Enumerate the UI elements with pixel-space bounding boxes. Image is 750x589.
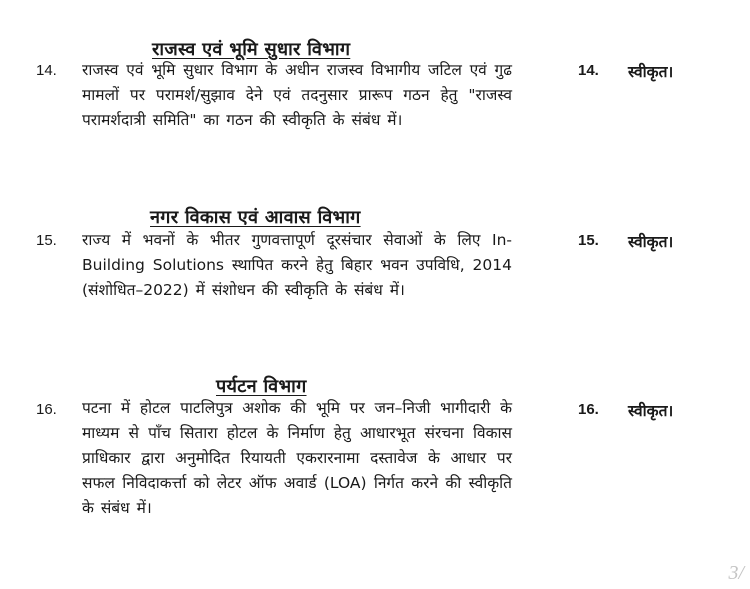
decision-number: 15. [578, 232, 599, 249]
decision-number: 16. [578, 401, 599, 418]
agenda-item-number: 14. [36, 62, 57, 79]
agenda-item-text: राजस्व एवं भूमि सुधार विभाग के अधीन राजस्व विभागीय जटिल एवं गुढ मामलों पर परामर्श/सुझाव देने एवं तदनुसार प्रारूप गठन हेतु "राजस्व परामर्शदात्री समिति" का गठन की स्वीकृति के संबंध में। [82, 61, 512, 129]
decision-status: स्वीकृत। [628, 233, 674, 251]
department-heading-urban-development: नगर विकास एवं आवास विभाग [150, 207, 361, 228]
department-heading-revenue: राजस्व एवं भूमि सुधार विभाग [152, 39, 351, 60]
agenda-item-number: 16. [36, 401, 57, 418]
agenda-item-number: 15. [36, 232, 57, 249]
decision-number: 14. [578, 62, 599, 79]
department-heading-tourism: पर्यटन विभाग [216, 376, 307, 397]
agenda-item-text: पटना में होटल पाटलिपुत्र अशोक की भूमि पर जन–निजी भागीदारी के माध्यम से पाँच सितारा होटल के निर्माण हेतु आधारभूत संरचना विकास प्राधिकार द्वारा अनुमोदित रियायती एकरारनामा दस्तावेज के आधार पर सफल निविदाकर्त्ता को लेटर ऑफ अवार्ड (LOA) निर्गत करने की स्वीकृति के संबंध में। [82, 399, 512, 517]
page-number-mark: 3/ [728, 562, 744, 584]
decision-status: स्वीकृत। [628, 402, 674, 420]
agenda-item-text: राज्य में भवनों के भीतर गुणवत्तापूर्ण दूरसंचार सेवाओं के लिए In-Building Solutions स्थापित करने हेतु बिहार भवन उपविधि, 2014 (संशोधित–2022) में संशोधन की स्वीकृति के संबंध में। [82, 231, 512, 299]
decision-status: स्वीकृत। [628, 63, 674, 81]
